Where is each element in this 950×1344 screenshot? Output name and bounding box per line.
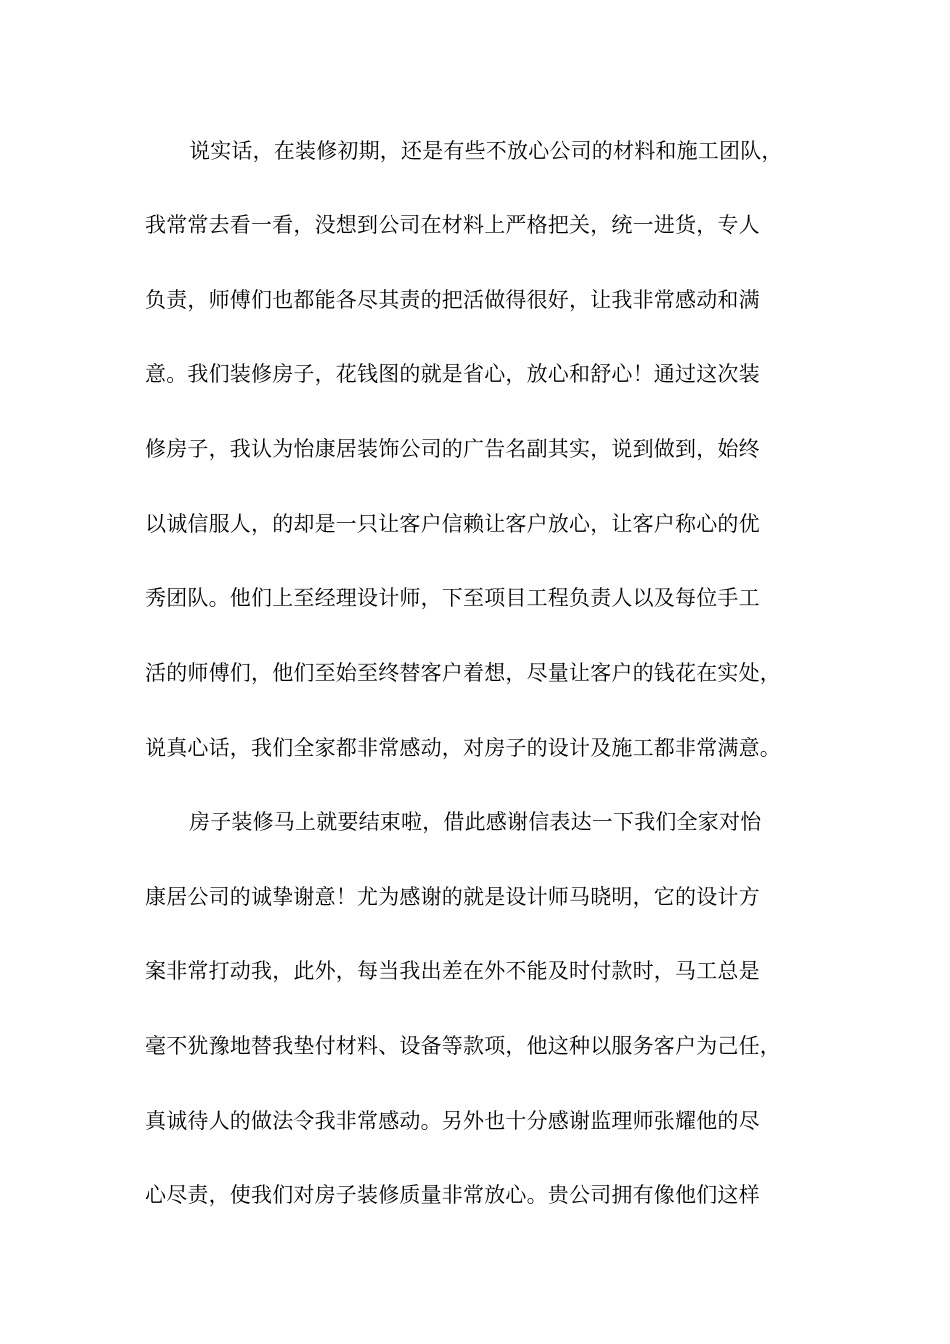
- paragraph-1-line-2: 我常常去看一看，没想到公司在材料上严格把关，统一进货，专人: [145, 213, 760, 237]
- paragraph-2-line-4: 毫不犹豫地替我垫付材料、设备等款项，他这种以服务客户为己任，: [145, 1034, 781, 1058]
- paragraph-1-line-6: 以诚信服人，的却是一只让客户信赖让客户放心，让客户称心的优: [145, 512, 760, 536]
- paragraph-1-line-4: 意。我们装修房子，花钱图的就是省心，放心和舒心！通过这次装: [145, 362, 760, 386]
- paragraph-2-line-6: 心尽责，使我们对房子装修质量非常放心。贵公司拥有像他们这样: [145, 1183, 760, 1207]
- paragraph-2-line-1: 房子装修马上就要结束啦，借此感谢信表达一下我们全家对怡: [189, 810, 762, 834]
- paragraph-1-line-8: 活的师傅们，他们至始至终替客户着想，尽量让客户的钱花在实处，: [145, 661, 781, 685]
- paragraph-1-line-1: 说实话，在装修初期，还是有些不放心公司的材料和施工团队，: [189, 139, 783, 163]
- paragraph-1-line-5: 修房子，我认为怡康居装饰公司的广告名副其实，说到做到，始终: [145, 437, 760, 461]
- paragraph-2-line-3: 案非常打动我，此外，每当我出差在外不能及时付款时，马工总是: [145, 959, 760, 983]
- paragraph-2-line-5: 真诚待人的做法令我非常感动。另外也十分感谢监理师张耀他的尽: [145, 1109, 760, 1133]
- paragraph-1-line-3: 负责，师傅们也都能各尽其责的把活做得很好，让我非常感动和满: [145, 288, 760, 312]
- paragraph-2-line-2: 康居公司的诚挚谢意！尤为感谢的就是设计师马晓明，它的设计方: [145, 885, 760, 909]
- paragraph-1-line-7: 秀团队。他们上至经理设计师，下至项目工程负责人以及每位手工: [145, 586, 760, 610]
- paragraph-1-line-9: 说真心话，我们全家都非常感动，对房子的设计及施工都非常满意。: [145, 736, 781, 760]
